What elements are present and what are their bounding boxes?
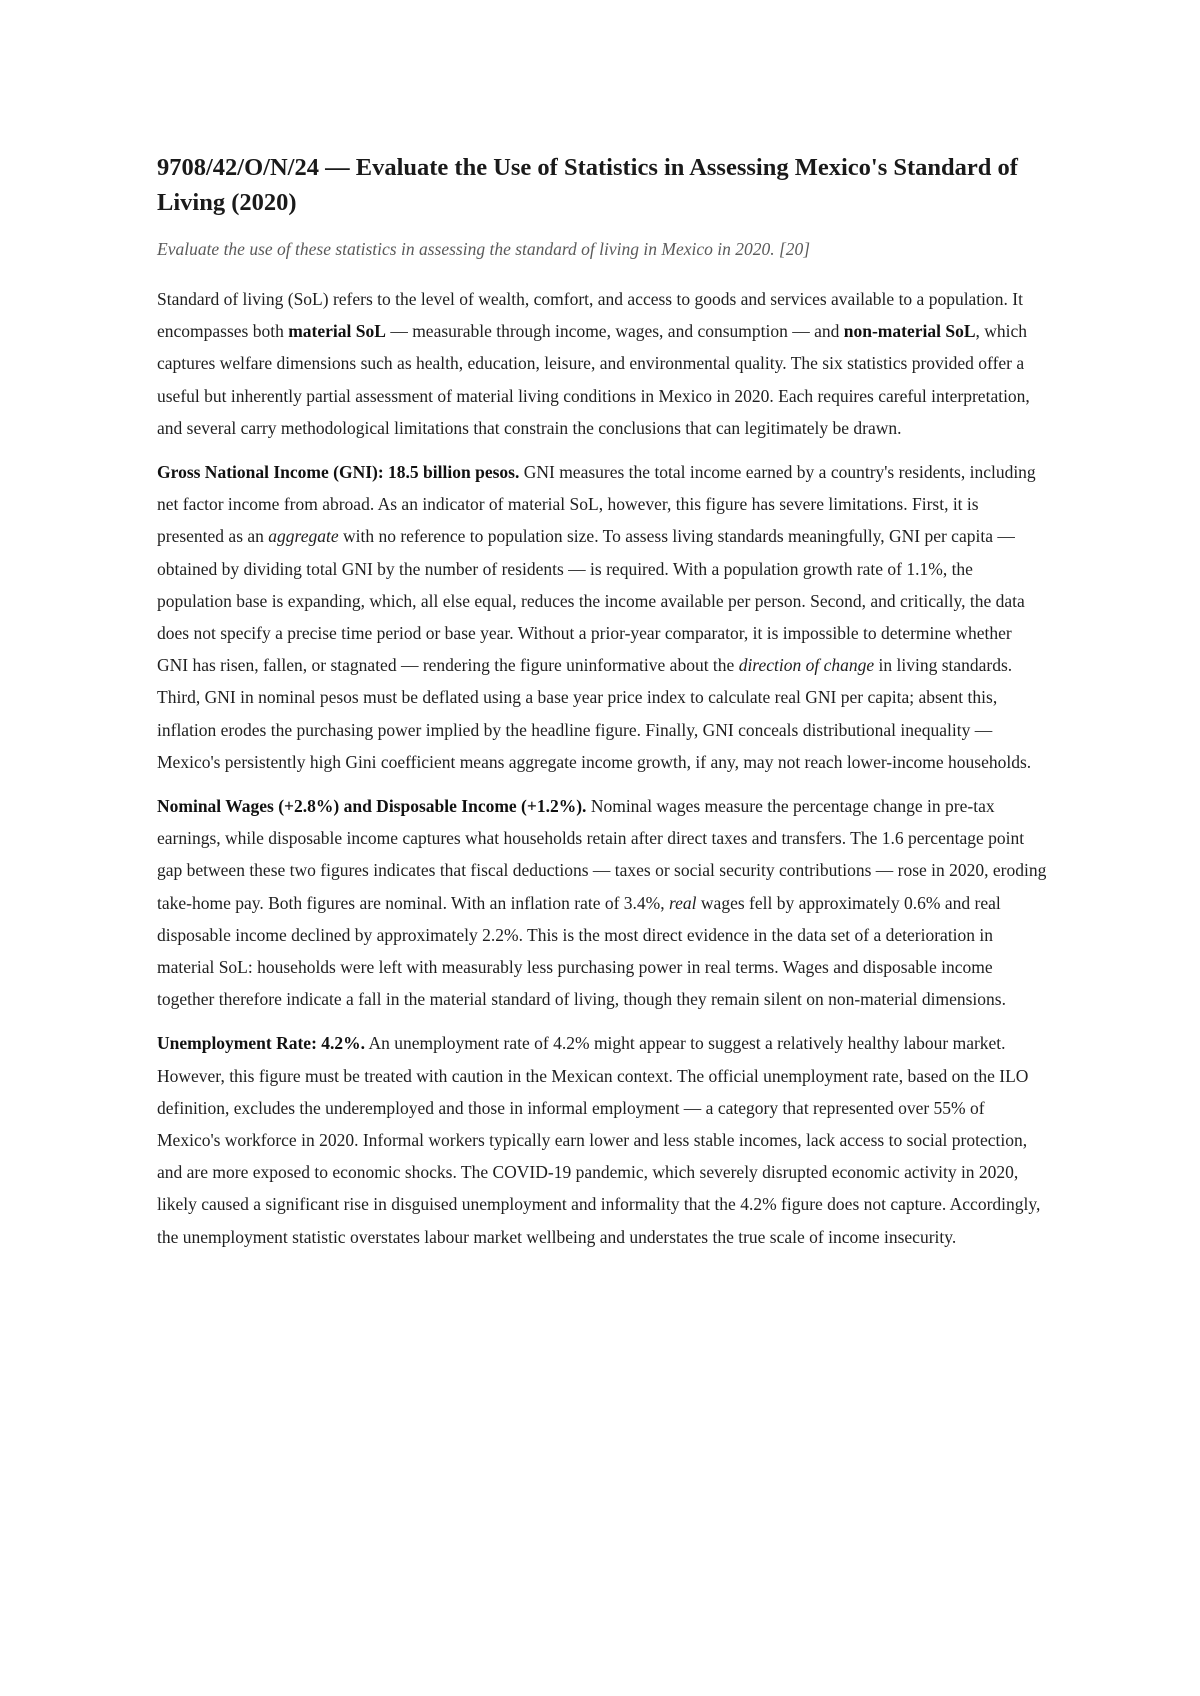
intro-text-1: Standard of living (SoL) refers to the level of wealth, comfort, and access to goods and services available to a population. It encompasses both	[157, 289, 1023, 342]
gni-text-3: in living standards. Third, GNI in nominal pesos must be deflated using a base year price index to calculate real GNI per capita; absent this, inflation erodes the purchasing power implied by the headline figure. Finally, GNI conceals distributional inequality — Mexico's persistently high Gini coefficient means aggregate income growth, if any, may not reach lower-income households.	[157, 655, 1032, 772]
intro-paragraph	[157, 283, 1047, 444]
gni-italic-aggregate: aggregate	[268, 526, 339, 547]
question-prompt: Evaluate the use of these statistics in assessing the standard of living in Mexico in 2020. [20]	[157, 239, 811, 259]
wages-text-1: Nominal wages measure the percentage change in pre-tax earnings, while disposable income captures what households retain after direct taxes and transfers. The 1.6 percentage point gap between these two figures indicates that fiscal deductions — taxes or social security contributions — rose in 2020, eroding take-home pay. Both figures are nominal. With an inflation rate of 3.4%,	[157, 796, 1047, 913]
gni-heading: Gross National Income (GNI): 18.5 billion pesos.	[157, 462, 520, 483]
gni-text-2: with no reference to population size. To assess living standards meaningfully, GNI per capita — obtained by dividing total GNI by the number of residents — is required. With a population growth rate of 1.1%, the population base is expanding, which, all else equal, reduces the income available per person. Second, and critically, the data does not specify a precise time period or base year. Without a prior-year comparator, it is impossible to determine whether GNI has risen, fallen, or stagnated — rendering the figure uninformative about the	[157, 526, 1025, 676]
wages-paragraph	[157, 790, 1047, 1015]
wages-heading: Nominal Wages (+2.8%) and Disposable Income (+1.2%).	[157, 796, 587, 817]
wages-italic-real: real	[669, 892, 697, 913]
document-page	[157, 150, 1047, 1265]
gni-paragraph	[157, 456, 1047, 778]
gni-text-1: GNI measures the total income earned by a country's residents, including net factor income from abroad. As an indicator of material SoL, however, this figure has severe limitations. First, it is presented as an	[157, 462, 1036, 547]
intro-text-3: , which captures welfare dimensions such as health, education, leisure, and environmental quality. The six statistics provided offer a useful but inherently partial assessment of material living conditions in Mexico in 2020. Each requires careful interpretation, and several carry methodological limitations that constrain the conclusions that can legitimately be drawn.	[157, 321, 1030, 438]
wages-text-2: wages fell by approximately 0.6% and real disposable income declined by approximately 2.2%. This is the most direct evidence in the data set of a deterioration in material SoL: households were left with measurably less purchasing power in real terms. Wages and disposable income together therefore indicate a fall in the material standard of living, though they remain silent on non-material dimensions.	[157, 892, 1006, 1010]
intro-bold-material-sol: material SoL	[288, 321, 386, 342]
document-title: 9708/42/O/N/24 — Evaluate the Use of Statistics in Assessing Mexico's Standard of Living (2020)	[157, 154, 1018, 216]
unemployment-heading: Unemployment Rate: 4.2%.	[157, 1033, 366, 1054]
unemployment-text-1: An unemployment rate of 4.2% might appear to suggest a relatively healthy labour market. However, this figure must be treated with caution in the Mexican context. The official unemployment rate, based on the ILO definition, excludes the underemployed and those in informal employment — a category that represented over 55% of Mexico's workforce in 2020. Informal workers typically earn lower and less stable incomes, lack access to social protection, and are more exposed to economic shocks. The COVID-19 pandemic, which severely disrupted economic activity in 2020, likely caused a significant rise in disguised unemployment and informality that the 4.2% figure does not capture. Accordingly, the unemployment statistic overstates labour market wellbeing and understates the true scale of income insecurity.	[157, 1033, 1041, 1247]
intro-text-2: — measurable through income, wages, and consumption — and	[385, 321, 844, 342]
intro-bold-non-material-sol: non-material SoL	[843, 321, 976, 342]
unemployment-paragraph	[157, 1027, 1047, 1252]
gni-italic-direction-of-change: direction of change	[738, 655, 875, 676]
